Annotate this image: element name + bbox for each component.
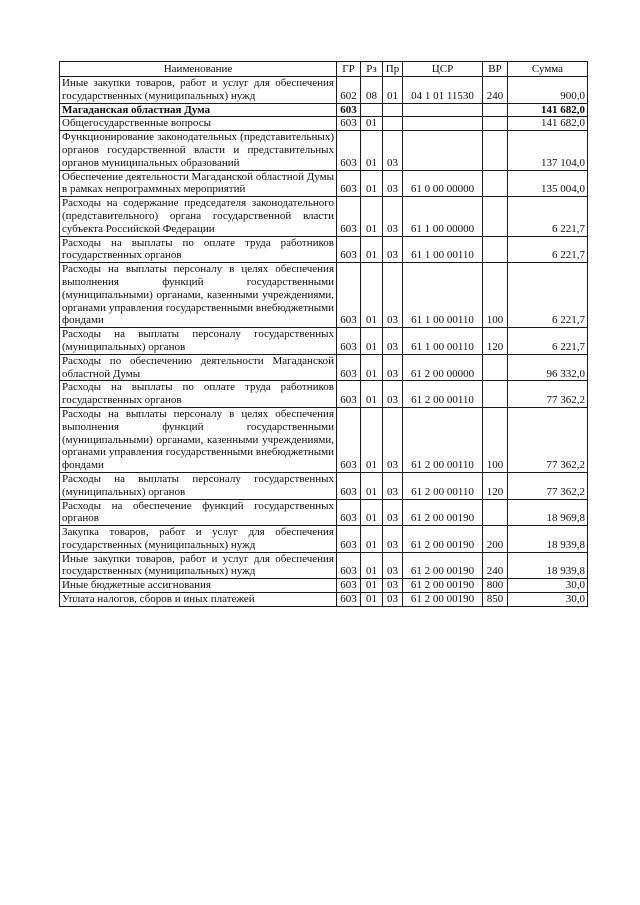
cell-gr: 603 — [337, 407, 361, 472]
table-row — [60, 354, 588, 381]
cell-sum: 18 939,8 — [508, 526, 588, 553]
cell-name: Иные закупки товаров, работ и услуг для обеспечения государственных (муниципальных) нужд — [60, 552, 337, 579]
header-rz: Рз — [361, 62, 383, 77]
table-row — [60, 472, 588, 499]
cell-pr: 03 — [383, 579, 403, 593]
cell-pr: 01 — [383, 77, 403, 104]
cell-csr: 61 2 00 00110 — [403, 472, 483, 499]
cell-sum: 6 221,7 — [508, 236, 588, 263]
cell-pr: 03 — [383, 197, 403, 236]
cell-vr — [483, 236, 508, 263]
cell-csr: 04 1 01 11530 — [403, 77, 483, 104]
cell-vr: 240 — [483, 552, 508, 579]
cell-pr: 03 — [383, 263, 403, 328]
cell-sum: 135 004,0 — [508, 170, 588, 197]
cell-pr — [383, 117, 403, 131]
cell-name: Обеспечение деятельности Магаданской областной Думы в рамках непрограммных мероприятий — [60, 170, 337, 197]
header-gr: ГР — [337, 62, 361, 77]
cell-gr: 603 — [337, 103, 361, 117]
cell-vr: 800 — [483, 579, 508, 593]
cell-vr: 850 — [483, 593, 508, 607]
table-row — [60, 407, 588, 472]
cell-rz: 01 — [361, 526, 383, 553]
cell-csr: 61 1 00 00110 — [403, 328, 483, 355]
table-row — [60, 170, 588, 197]
cell-pr: 03 — [383, 131, 403, 170]
cell-rz: 01 — [361, 328, 383, 355]
cell-csr: 61 1 00 00110 — [403, 263, 483, 328]
table-row — [60, 499, 588, 526]
cell-rz: 01 — [361, 472, 383, 499]
cell-rz: 01 — [361, 579, 383, 593]
cell-csr — [403, 117, 483, 131]
cell-rz: 01 — [361, 499, 383, 526]
cell-gr: 603 — [337, 131, 361, 170]
cell-csr — [403, 131, 483, 170]
cell-name: Расходы на выплаты персоналу государственных (муниципальных) органов — [60, 328, 337, 355]
cell-vr — [483, 131, 508, 170]
cell-sum: 137 104,0 — [508, 131, 588, 170]
cell-gr: 603 — [337, 328, 361, 355]
cell-vr: 200 — [483, 526, 508, 553]
cell-rz: 01 — [361, 354, 383, 381]
table-row — [60, 103, 588, 117]
cell-name: Иные закупки товаров, работ и услуг для обеспечения государственных (муниципальных) нужд — [60, 77, 337, 104]
cell-pr: 03 — [383, 354, 403, 381]
cell-pr — [383, 103, 403, 117]
cell-vr — [483, 117, 508, 131]
cell-sum: 77 362,2 — [508, 472, 588, 499]
cell-gr: 603 — [337, 526, 361, 553]
cell-sum: 30,0 — [508, 593, 588, 607]
cell-pr: 03 — [383, 593, 403, 607]
header-sum: Сумма — [508, 62, 588, 77]
cell-gr: 603 — [337, 499, 361, 526]
cell-rz: 01 — [361, 170, 383, 197]
cell-gr: 603 — [337, 117, 361, 131]
table-row — [60, 381, 588, 408]
cell-rz: 01 — [361, 381, 383, 408]
cell-csr: 61 2 00 00000 — [403, 354, 483, 381]
cell-csr: 61 2 00 00190 — [403, 552, 483, 579]
cell-vr — [483, 499, 508, 526]
table-header — [60, 62, 588, 77]
cell-csr: 61 2 00 00110 — [403, 381, 483, 408]
cell-rz: 01 — [361, 593, 383, 607]
cell-sum: 6 221,7 — [508, 328, 588, 355]
cell-sum: 141 682,0 — [508, 117, 588, 131]
cell-csr: 61 2 00 00110 — [403, 407, 483, 472]
cell-rz: 01 — [361, 552, 383, 579]
table-row — [60, 579, 588, 593]
cell-rz: 01 — [361, 131, 383, 170]
cell-vr: 240 — [483, 77, 508, 104]
cell-gr: 603 — [337, 593, 361, 607]
cell-gr: 603 — [337, 170, 361, 197]
table-row — [60, 77, 588, 104]
cell-name: Расходы на содержание председателя законодательного (представительного) органа государственной власти субъекта Российской Федерации — [60, 197, 337, 236]
cell-vr — [483, 381, 508, 408]
header-pr: Пр — [383, 62, 403, 77]
cell-gr: 603 — [337, 354, 361, 381]
cell-pr: 03 — [383, 381, 403, 408]
cell-csr: 61 2 00 00190 — [403, 499, 483, 526]
cell-gr: 603 — [337, 197, 361, 236]
cell-gr: 603 — [337, 579, 361, 593]
table-row — [60, 236, 588, 263]
table-row — [60, 197, 588, 236]
cell-gr: 603 — [337, 236, 361, 263]
cell-pr: 03 — [383, 170, 403, 197]
cell-vr: 100 — [483, 407, 508, 472]
cell-rz — [361, 103, 383, 117]
cell-sum: 77 362,2 — [508, 381, 588, 408]
cell-sum: 18 939,8 — [508, 552, 588, 579]
cell-gr: 602 — [337, 77, 361, 104]
cell-sum: 900,0 — [508, 77, 588, 104]
cell-pr: 03 — [383, 407, 403, 472]
cell-sum: 30,0 — [508, 579, 588, 593]
cell-sum: 141 682,0 — [508, 103, 588, 117]
cell-pr: 03 — [383, 236, 403, 263]
cell-vr: 120 — [483, 472, 508, 499]
cell-rz: 01 — [361, 407, 383, 472]
cell-sum: 96 332,0 — [508, 354, 588, 381]
cell-gr: 603 — [337, 552, 361, 579]
budget-table — [59, 61, 588, 607]
header-vr: ВР — [483, 62, 508, 77]
cell-pr: 03 — [383, 552, 403, 579]
cell-name: Общегосударственные вопросы — [60, 117, 337, 131]
cell-csr: 61 2 00 00190 — [403, 579, 483, 593]
cell-rz: 01 — [361, 236, 383, 263]
cell-pr: 03 — [383, 526, 403, 553]
cell-sum: 6 221,7 — [508, 197, 588, 236]
header-csr: ЦСР — [403, 62, 483, 77]
cell-rz: 01 — [361, 263, 383, 328]
cell-name: Функционирование законодательных (представительных) органов государственной власти и представительных органов муниципальных образований — [60, 131, 337, 170]
cell-pr: 03 — [383, 499, 403, 526]
cell-sum: 18 969,8 — [508, 499, 588, 526]
cell-vr: 120 — [483, 328, 508, 355]
table-row — [60, 526, 588, 553]
cell-name: Расходы по обеспечению деятельности Магаданской областной Думы — [60, 354, 337, 381]
cell-pr: 03 — [383, 328, 403, 355]
table-row — [60, 117, 588, 131]
cell-vr: 100 — [483, 263, 508, 328]
header-name: Наименование — [60, 62, 337, 77]
cell-name: Уплата налогов, сборов и иных платежей — [60, 593, 337, 607]
cell-csr: 61 0 00 00000 — [403, 170, 483, 197]
cell-sum: 6 221,7 — [508, 263, 588, 328]
cell-gr: 603 — [337, 263, 361, 328]
cell-name: Закупка товаров, работ и услуг для обеспечения государственных (муниципальных) нужд — [60, 526, 337, 553]
cell-csr: 61 2 00 00190 — [403, 526, 483, 553]
cell-sum: 77 362,2 — [508, 407, 588, 472]
header-row — [60, 62, 588, 77]
cell-csr: 61 2 00 00190 — [403, 593, 483, 607]
cell-name: Расходы на выплаты персоналу государственных (муниципальных) органов — [60, 472, 337, 499]
cell-rz: 01 — [361, 117, 383, 131]
cell-name: Расходы на выплаты персоналу в целях обеспечения выполнения функций государственными (муниципальными) органами, казенными учреждениями, органами управления государственными внебюджетными фондами — [60, 263, 337, 328]
cell-csr: 61 1 00 00110 — [403, 236, 483, 263]
cell-name: Магаданская областная Дума — [60, 103, 337, 117]
cell-vr — [483, 103, 508, 117]
cell-name: Иные бюджетные ассигнования — [60, 579, 337, 593]
table-body — [60, 77, 588, 607]
table-row — [60, 593, 588, 607]
table-row — [60, 131, 588, 170]
table-row — [60, 328, 588, 355]
cell-pr: 03 — [383, 472, 403, 499]
cell-name: Расходы на обеспечение функций государственных органов — [60, 499, 337, 526]
cell-rz: 08 — [361, 77, 383, 104]
cell-rz: 01 — [361, 197, 383, 236]
cell-gr: 603 — [337, 381, 361, 408]
cell-vr — [483, 197, 508, 236]
table-row — [60, 263, 588, 328]
cell-vr — [483, 170, 508, 197]
cell-vr — [483, 354, 508, 381]
cell-name: Расходы на выплаты персоналу в целях обеспечения выполнения функций государственными (муниципальными) органами, казенными учреждениями, органами управления государственными внебюджетными фондами — [60, 407, 337, 472]
cell-csr: 61 1 00 00000 — [403, 197, 483, 236]
table-row — [60, 552, 588, 579]
cell-gr: 603 — [337, 472, 361, 499]
cell-name: Расходы на выплаты по оплате труда работников государственных органов — [60, 381, 337, 408]
cell-name: Расходы на выплаты по оплате труда работников государственных органов — [60, 236, 337, 263]
cell-csr — [403, 103, 483, 117]
